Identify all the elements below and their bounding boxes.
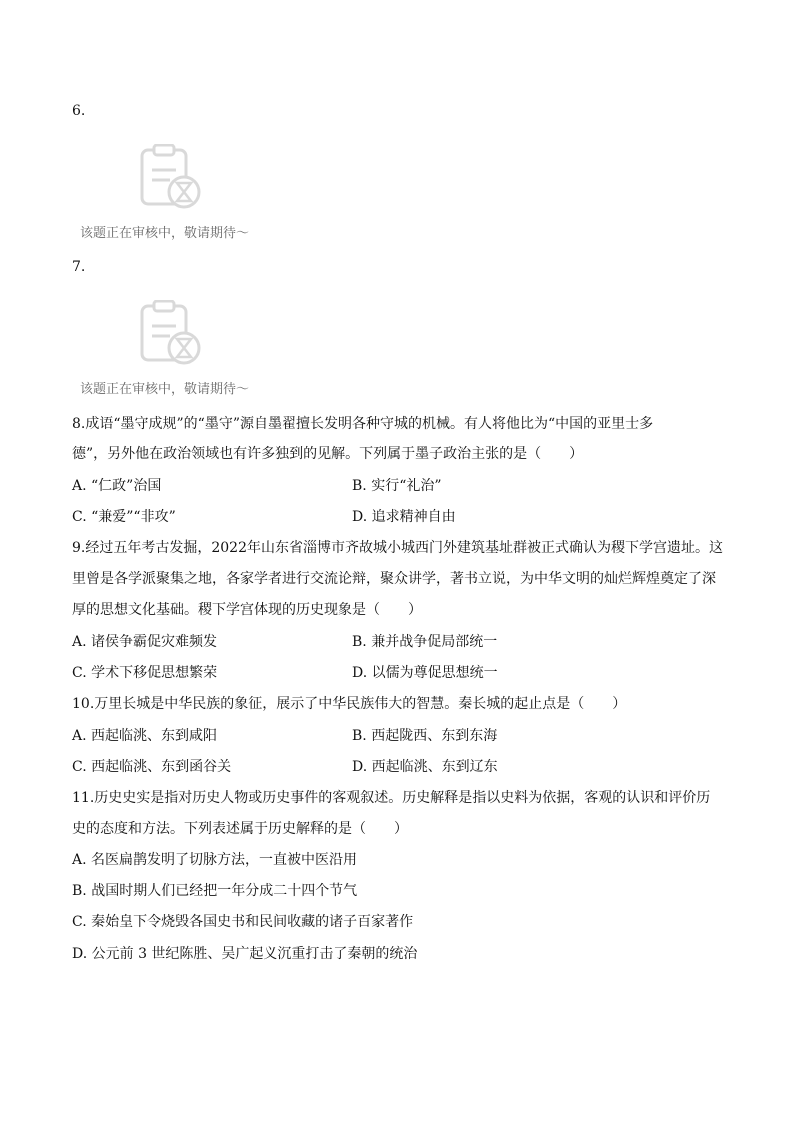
question-9-stem-line: 厚的思想文化基础。稷下学宫体现的历史现象是（ ） bbox=[72, 602, 422, 618]
question-9-option-a[interactable]: A. 诸侯争霸促灾难频发 bbox=[72, 634, 218, 650]
question-8-option-c[interactable]: C. “兼爱”“非攻” bbox=[72, 509, 176, 525]
pending-review-icon bbox=[138, 144, 210, 214]
question-10-option-d[interactable]: D. 西起临洮、东到辽东 bbox=[352, 759, 498, 775]
question-8-stem-line: 8.成语“墨守成规”的“墨守”源自墨翟擅长发明各种守城的机械。有人将他比为“中国的亚里士多 bbox=[72, 416, 654, 432]
question-6-pending-block bbox=[78, 144, 278, 244]
question-11-option-d[interactable]: D. 公元前 3 世纪陈胜、吴广起义沉重打击了秦朝的统治 bbox=[72, 946, 418, 962]
question-8-option-b[interactable]: B. 实行“礼治” bbox=[352, 478, 442, 494]
question-6-number: 6. bbox=[72, 103, 86, 119]
question-11-option-b[interactable]: B. 战国时期人们已经把一年分成二十四个节气 bbox=[72, 883, 358, 899]
question-7-pending-block bbox=[78, 300, 278, 400]
question-10-option-c[interactable]: C. 西起临洮、东到函谷关 bbox=[72, 759, 232, 775]
question-9-option-d[interactable]: D. 以儒为尊促思想统一 bbox=[352, 665, 498, 681]
question-11-option-a[interactable]: A. 名医扁鹊发明了切脉方法，一直被中医沿用 bbox=[72, 852, 358, 868]
pending-review-message: 该题正在审核中，敬请期待～ bbox=[80, 382, 250, 397]
question-9-option-c[interactable]: C. 学术下移促思想繁荣 bbox=[72, 665, 218, 681]
question-10-stem-line: 10.万里长城是中华民族的象征，展示了中华民族伟大的智慧。秦长城的起止点是（ ） bbox=[72, 696, 627, 712]
question-9-stem-line: 里曾是各学派聚集之地，各家学者进行交流论辩，聚众讲学，著书立说，为中华文明的灿烂辉煌奠定了深 bbox=[72, 571, 716, 587]
question-8-option-d[interactable]: D. 追求精神自由 bbox=[352, 509, 456, 525]
question-10-option-b[interactable]: B. 西起陇西、东到东海 bbox=[352, 728, 498, 744]
question-7-number: 7. bbox=[72, 259, 86, 275]
question-11-option-c[interactable]: C. 秦始皇下令烧毁各国史书和民间收藏的诸子百家著作 bbox=[72, 914, 414, 930]
question-8-stem-line: 德”，另外他在政治领域也有许多独到的见解。下列属于墨子政治主张的是（ ） bbox=[72, 446, 584, 462]
question-11-stem-line: 史的态度和方法。下列表述属于历史解释的是（ ） bbox=[72, 821, 408, 837]
question-9-stem-line: 9.经过五年考古发掘，2022年山东省淄博市齐故城小城西门外建筑基址群被正式确认为稷下学宫遗址。这 bbox=[72, 540, 723, 556]
question-9-option-b[interactable]: B. 兼并战争促局部统一 bbox=[352, 634, 498, 650]
question-11-stem-line: 11.历史史实是指对历史人物或历史事件的客观叙述。历史解释是指以史料为依据，客观的认识和评价历 bbox=[72, 790, 711, 806]
pending-review-message: 该题正在审核中，敬请期待～ bbox=[80, 226, 250, 241]
question-8-option-a[interactable]: A. “仁政”治国 bbox=[72, 478, 162, 494]
question-10-option-a[interactable]: A. 西起临洮、东到咸阳 bbox=[72, 728, 218, 744]
pending-review-icon bbox=[138, 300, 210, 370]
